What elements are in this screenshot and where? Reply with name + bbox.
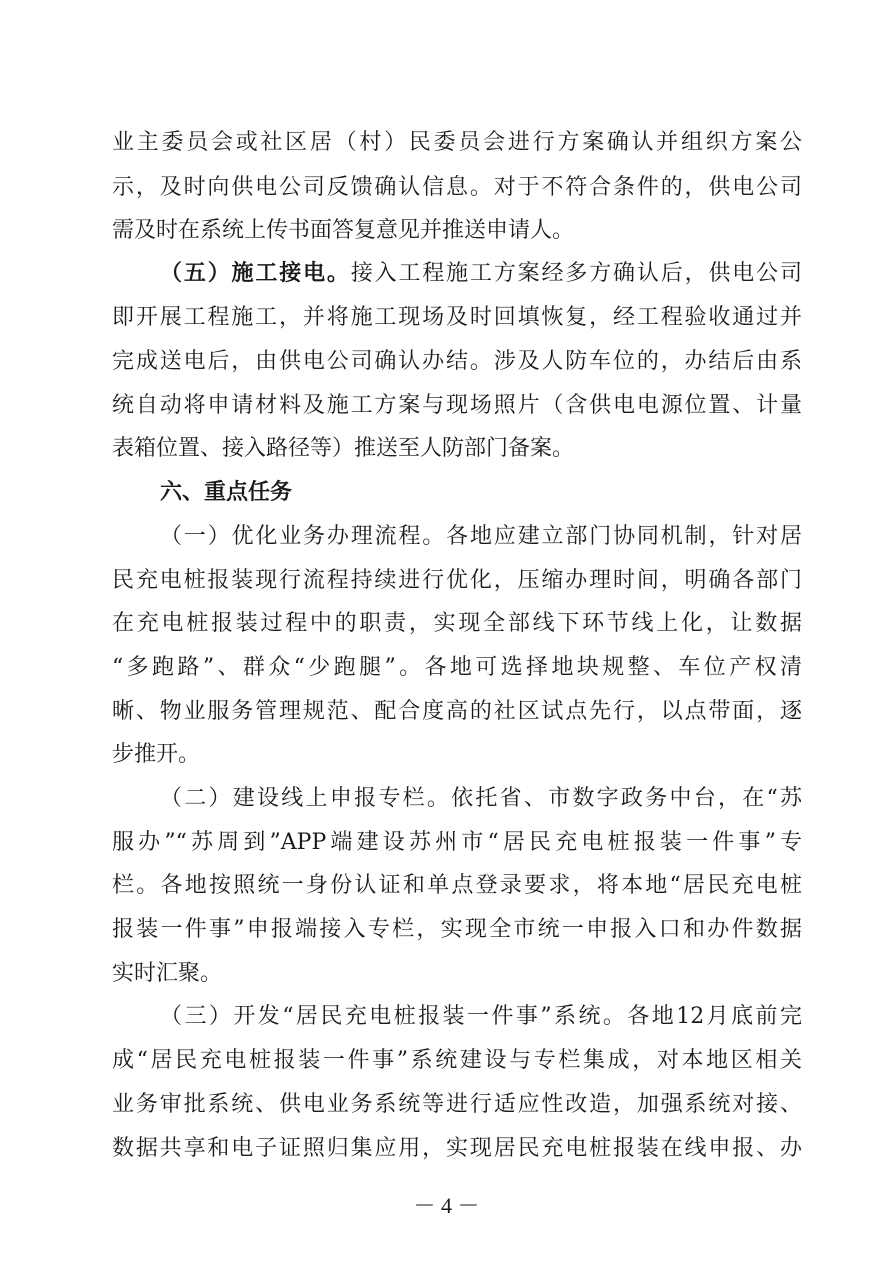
paragraph-line <box>160 254 802 294</box>
paragraph-line: 表箱位置、接入路径等）推送至人防部门备案。 <box>112 436 575 461</box>
paragraph-line: 栏。各地按照统一身份认证和单点登录要求，将本地“居民充电桩 <box>112 873 802 898</box>
paragraph-line: （二）建设线上申报专栏。依托省、市数字政务中台，在“苏 <box>160 786 802 811</box>
paragraph-line: 晰、物业服务管理规范、配合度高的社区试点先行，以点带面，逐 <box>112 699 802 724</box>
paragraph-line: 示，及时向供电公司反馈确认信息。对于不符合条件的，供电公司 <box>112 175 802 200</box>
paragraph-line: 步推开。 <box>112 742 201 767</box>
paragraph-line: 完成送电后，由供电公司确认办结。涉及人防车位的，办结后由系 <box>112 349 802 374</box>
paragraph-line: 报装一件事”申报端接入专栏，实现全市统一申报入口和办件数据 <box>112 917 802 942</box>
page-number: － 4 － <box>413 1193 480 1218</box>
paragraph-line: 统自动将申请材料及施工方案与现场照片（含供电电源位置、计量 <box>112 393 802 418</box>
paragraph-line: 业主委员会或社区居（村）民委员会进行方案确认并组织方案公 <box>112 130 802 155</box>
paragraph-line: 需及时在系统上传书面答复意见并推送申请人。 <box>112 218 575 243</box>
paragraph-line: 即开展工程施工，并将施工现场及时回填恢复，经工程验收通过并 <box>112 305 802 330</box>
paragraph-line: “多跑路”、群众“少跑腿”。各地可选择地块规整、车位产权清 <box>112 655 802 680</box>
paragraph-line: 服办”“苏周到”APP端建设苏州市“居民充电桩报装一件事”专 <box>112 830 802 855</box>
paragraph-line: （一）优化业务办理流程。各地应建立部门协同机制，针对居 <box>160 524 802 549</box>
paragraph-line: 实时汇聚。 <box>112 961 223 986</box>
paragraph-line: 民充电桩报装现行流程持续进行优化，压缩办理时间，明确各部门 <box>112 568 802 593</box>
paragraph-line: （三）开发“居民充电桩报装一件事”系统。各地12月底前完 <box>160 1004 802 1029</box>
paragraph-line: 成“居民充电桩报装一件事”系统建设与专栏集成，对本地区相关 <box>112 1048 802 1073</box>
paragraph-line: 在充电桩报装过程中的职责，实现全部线下环节线上化，让数据 <box>112 611 802 636</box>
paragraph-text: 接入工程施工方案经多方确认后，供电公司 <box>350 261 802 286</box>
paragraph-line: 业务审批系统、供电业务系统等进行适应性改造，加强系统对接、 <box>112 1092 802 1117</box>
section-heading-six: 六、重点任务 <box>160 480 293 505</box>
paragraph-line: 数据共享和电子证照归集应用，实现居民充电桩报装在线申报、办 <box>112 1136 802 1161</box>
section-heading-five: （五）施工接电。 <box>160 261 351 286</box>
